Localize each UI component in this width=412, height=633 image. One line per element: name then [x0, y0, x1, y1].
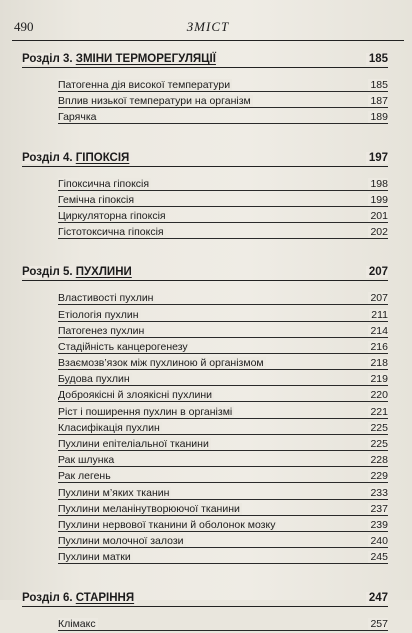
toc-entry[interactable] [0, 486, 412, 502]
toc-entry[interactable] [0, 324, 412, 340]
toc-entry[interactable] [0, 437, 412, 453]
entry-title: Пухлини епітеліальної тканини [58, 438, 209, 450]
entry-page: 219 [370, 373, 388, 386]
entry-page: 207 [370, 292, 388, 305]
chapter-label [22, 53, 219, 65]
entry-rule [58, 321, 388, 322]
chapter-heading[interactable] [0, 50, 412, 70]
toc-entry[interactable] [0, 518, 412, 534]
entry-rule [58, 107, 388, 108]
toc-entry[interactable] [0, 177, 412, 193]
entry-page: 257 [370, 617, 388, 630]
chapter-page: 207 [366, 266, 388, 278]
entry-rule [58, 123, 388, 124]
entry-page: 221 [370, 405, 388, 418]
chapter-rule [22, 166, 388, 167]
entry-title: Ріст і поширення пухлин в організмі [58, 405, 233, 418]
chapter-heading[interactable] [0, 149, 412, 169]
toc-entry[interactable] [0, 291, 412, 307]
toc-entry[interactable] [0, 617, 412, 633]
entry-rule [58, 385, 388, 386]
entry-rule [58, 222, 388, 223]
chapter-number: Розділ 5. [22, 266, 73, 279]
entry-title: Вплив низької температури на організм [58, 95, 251, 108]
chapter-heading[interactable] [0, 263, 412, 283]
entry-rule [58, 531, 388, 532]
chapter-heading[interactable] [0, 589, 412, 609]
chapter-entries [0, 617, 412, 633]
entry-title: Пухлини матки [58, 551, 131, 564]
running-title: ЗМІСТ [186, 19, 230, 34]
toc-entry[interactable] [0, 193, 412, 209]
entry-rule [58, 401, 388, 402]
entry-title: Патогенез пухлин [58, 324, 145, 337]
entry-title: Гістотоксична гіпоксія [58, 226, 164, 239]
chapter-entries [0, 177, 412, 242]
chapter-label [22, 592, 137, 604]
entry-page: 211 [371, 308, 388, 321]
entry-page: 202 [370, 226, 388, 239]
chapter-page: 185 [366, 53, 388, 65]
entry-page: 225 [370, 421, 388, 434]
entry-rule [58, 190, 388, 191]
entry-title: Гіпоксична гіпоксія [58, 177, 150, 190]
toc-entry[interactable] [0, 405, 412, 421]
entry-title: Клімакс [58, 617, 96, 630]
page-header [12, 18, 404, 40]
entry-page: 185 [370, 79, 388, 91]
chapter-title: ГІПОКСІЯ [75, 151, 130, 164]
chapter-number: Розділ 3. [22, 53, 73, 65]
toc-entry[interactable] [0, 534, 412, 550]
chapter-number: Розділ 6. [22, 591, 73, 604]
toc-entry[interactable] [0, 78, 412, 94]
entry-rule [58, 337, 388, 338]
chapter-rule [22, 280, 388, 281]
entry-title: Рак шлунка [58, 454, 115, 467]
entry-page: 199 [370, 193, 388, 206]
entry-page: 245 [370, 551, 388, 564]
entry-title: Взаємозв’язок між пухлиною й організмом [58, 357, 264, 370]
entry-page: 189 [370, 111, 388, 124]
entry-page: 187 [370, 95, 388, 108]
toc-entry[interactable] [0, 94, 412, 110]
entry-page: 216 [370, 340, 388, 353]
entry-page: 214 [370, 324, 388, 337]
entry-title: Гарячка [58, 111, 97, 124]
entry-title: Пухлини молочної залози [58, 535, 184, 548]
toc-entry[interactable] [0, 308, 412, 324]
chapter-entries [0, 78, 412, 127]
entry-title: Патогенна дія високої температури [58, 79, 231, 91]
chapter-label [22, 266, 135, 278]
entry-title: Доброякісні й злоякісні пухлини [58, 389, 212, 402]
toc-entry[interactable] [0, 372, 412, 388]
entry-rule [58, 563, 388, 564]
toc-entry[interactable] [0, 356, 412, 372]
entry-rule [58, 547, 388, 548]
chapter-number: Розділ 4. [22, 151, 73, 164]
entry-rule [58, 369, 388, 370]
entry-rule [58, 450, 388, 451]
toc-entry[interactable] [0, 502, 412, 518]
entry-rule [58, 206, 388, 207]
toc-entry[interactable] [0, 469, 412, 485]
entry-title: Рак легень [58, 470, 111, 483]
entry-rule [58, 515, 388, 516]
toc-entry[interactable] [0, 550, 412, 566]
toc-entry[interactable] [0, 340, 412, 356]
header-rule [12, 40, 404, 41]
entry-rule [58, 499, 388, 500]
entry-rule [58, 482, 388, 483]
chapter-page: 197 [366, 152, 388, 164]
entry-rule [58, 304, 388, 305]
entry-page: 218 [370, 357, 388, 370]
entry-title: Властивості пухлин [58, 292, 154, 305]
chapter-rule [22, 606, 388, 607]
entry-page: 228 [370, 454, 388, 467]
entry-title: Пухлини м’яких тканин [58, 486, 170, 499]
toc-entry[interactable] [0, 453, 412, 469]
entry-page: 198 [370, 177, 388, 190]
entry-rule [58, 418, 388, 419]
entry-page: 225 [370, 438, 388, 450]
entry-rule [58, 466, 388, 467]
page-number: 490 [14, 19, 34, 34]
entry-title: Будова пухлин [58, 373, 130, 386]
entry-rule [58, 91, 388, 92]
chapter-entries [0, 291, 412, 566]
entry-title: Циркуляторна гіпоксія [58, 209, 166, 222]
entry-title: Пухлини нервової тканини й оболонок мозку [58, 518, 276, 531]
entry-page: 240 [370, 535, 388, 548]
toc-entry[interactable] [0, 110, 412, 126]
chapter-rule [22, 67, 388, 68]
chapter-label [22, 152, 132, 164]
entry-page: 233 [370, 486, 388, 499]
entry-page: 229 [370, 470, 388, 483]
entry-title: Класифікація пухлин [58, 421, 160, 434]
entry-rule [58, 353, 388, 354]
toc-entry[interactable] [0, 209, 412, 225]
entry-page: 239 [370, 518, 388, 531]
chapter-title: ЗМІНИ ТЕРМОРЕГУЛЯЦІЇ [75, 53, 216, 65]
entry-title: Пухлини меланінутворюючої тканини [58, 502, 240, 515]
entry-page: 237 [370, 502, 388, 515]
entry-title: Етіологія пухлин [58, 308, 139, 321]
entry-rule [58, 630, 388, 631]
entry-rule [58, 238, 388, 239]
entry-page: 201 [370, 209, 388, 222]
entry-title: Гемічна гіпоксія [58, 193, 135, 206]
table-of-contents [0, 44, 412, 633]
entry-title: Стадійність канцерогенезу [58, 340, 188, 353]
toc-entry[interactable] [0, 225, 412, 241]
toc-entry[interactable] [0, 388, 412, 404]
chapter-title: СТАРІННЯ [75, 591, 135, 604]
chapter-page: 247 [366, 592, 388, 604]
toc-entry[interactable] [0, 421, 412, 437]
entry-rule [58, 434, 388, 435]
entry-page: 220 [370, 389, 388, 402]
chapter-title: ПУХЛИНИ [75, 266, 132, 279]
